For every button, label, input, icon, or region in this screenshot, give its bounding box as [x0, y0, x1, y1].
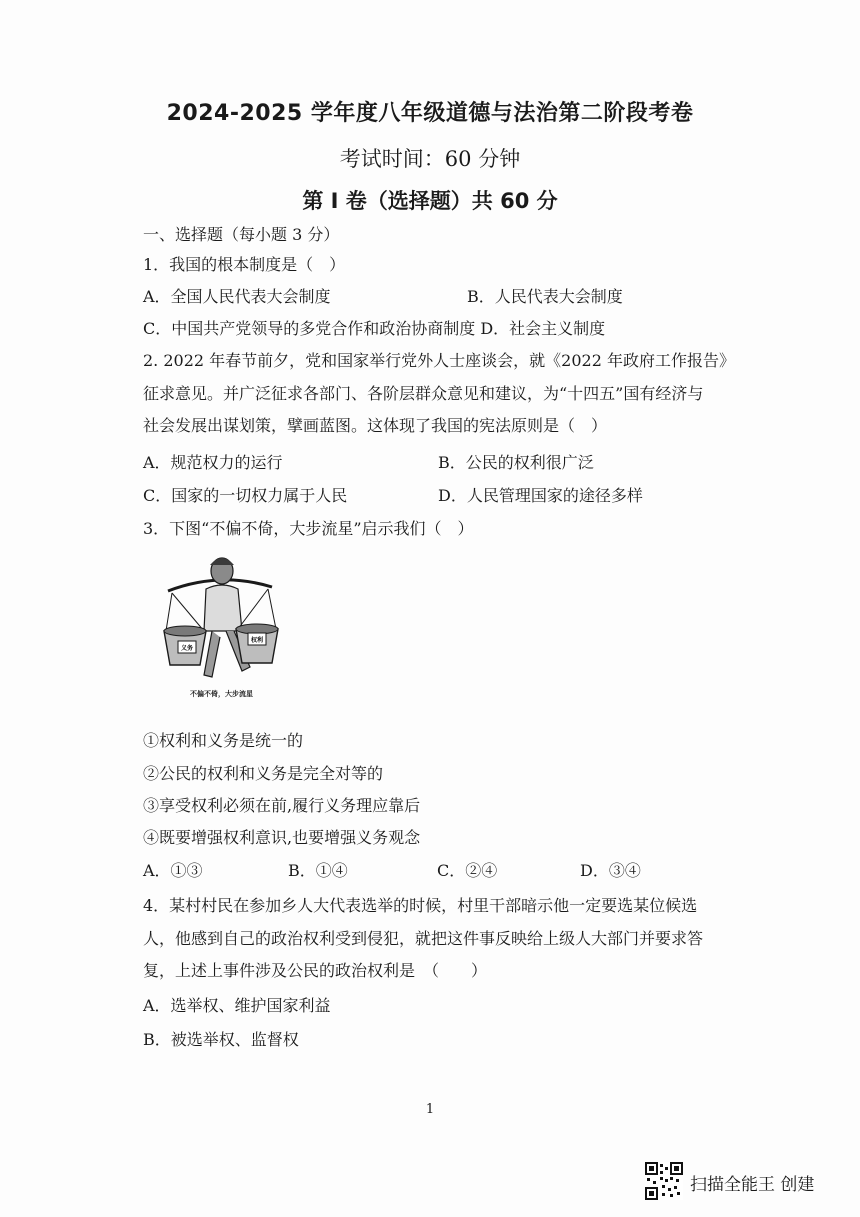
question-3-item-1: ①权利和义务是统一的 — [143, 731, 304, 750]
person-body — [204, 585, 242, 631]
left-rope-2 — [172, 593, 204, 631]
right-rope-1 — [238, 589, 268, 629]
person-hair — [210, 558, 234, 565]
question-3-item-3: ③享受权利必须在前,履行义务理应靠后 — [143, 796, 421, 815]
qr-code-icon — [645, 1162, 683, 1200]
question-3-item-4: ④既要增强权利意识,也要增强义务观念 — [143, 828, 421, 847]
page-number: 1 — [425, 1102, 435, 1117]
question-3-option-a: A．①③ — [143, 861, 203, 880]
balance-scale-figure — [160, 553, 280, 705]
question-4-line-3: 复，上述上事件涉及公民的政治权利是 （ ） — [143, 961, 488, 980]
question-1-option-b: B．人民代表大会制度 — [467, 287, 623, 306]
right-basket-label: 权利 — [250, 637, 264, 644]
question-2-line-3: 社会发展出谋划策，擘画蓝图。这体现了我国的宪法原则是（ ） — [143, 416, 608, 435]
right-rope-2 — [268, 589, 276, 629]
question-3-option-d: D．③④ — [580, 861, 641, 880]
question-2-line-1: 2. 2022 年春节前夕，党和国家举行党外人士座谈会，就《2022 年政府工作报告》 — [143, 351, 735, 370]
question-1-option-a: A．全国人民代表大会制度 — [143, 287, 331, 306]
question-2-option-c: C．国家的一切权力属于人民 — [143, 486, 348, 505]
part-title: 第 I 卷（选择题）共 60 分 — [302, 189, 558, 213]
figure-caption: 不偏不倚，大步流星 — [190, 690, 253, 698]
scanner-watermark: 扫描全能王 创建 — [690, 1175, 815, 1195]
question-1-option-cd: C．中国共产党领导的多党合作和政治协商制度 D．社会主义制度 — [143, 319, 606, 338]
exam-title: 2024-2025 学年度八年级道德与法治第二阶段考卷 — [166, 101, 694, 126]
left-rope-1 — [166, 593, 172, 631]
question-2-option-b: B．公民的权利很广泛 — [438, 453, 594, 472]
question-3-item-2: ②公民的权利和义务是完全对等的 — [143, 764, 384, 783]
question-4-line-1: 4．某村村民在参加乡人大代表选举的时候，村里干部暗示他一定要选某位候选 — [143, 896, 698, 915]
question-3-stem: 3．下图“不偏不倚，大步流星”启示我们（ ） — [143, 519, 474, 538]
question-4-option-b: B．被选举权、监督权 — [143, 1030, 299, 1049]
section-heading: 一、选择题（每小题 3 分） — [143, 225, 340, 244]
question-2-line-2: 征求意见。并广泛征求各部门、各阶层群众意见和建议，为“十四五”国有经济与 — [143, 384, 704, 403]
left-basket-label: 义务 — [180, 645, 194, 652]
question-2-option-d: D．人民管理国家的途径多样 — [438, 486, 643, 505]
left-basket-rim — [164, 626, 206, 636]
question-4-line-2: 人，他感到自己的政治权利受到侵犯，就把这件事反映给上级人大部门并要求答 — [143, 929, 704, 948]
question-4-option-a: A．选举权、维护国家利益 — [143, 996, 331, 1015]
question-3-option-b: B．①④ — [288, 861, 348, 880]
question-2-option-a: A．规范权力的运行 — [143, 453, 283, 472]
question-1-stem: 1．我国的根本制度是（ ） — [143, 255, 346, 274]
person-leg-left — [204, 631, 220, 677]
exam-duration: 考试时间：60 分钟 — [339, 147, 521, 171]
question-3-option-c: C．②④ — [437, 861, 498, 880]
